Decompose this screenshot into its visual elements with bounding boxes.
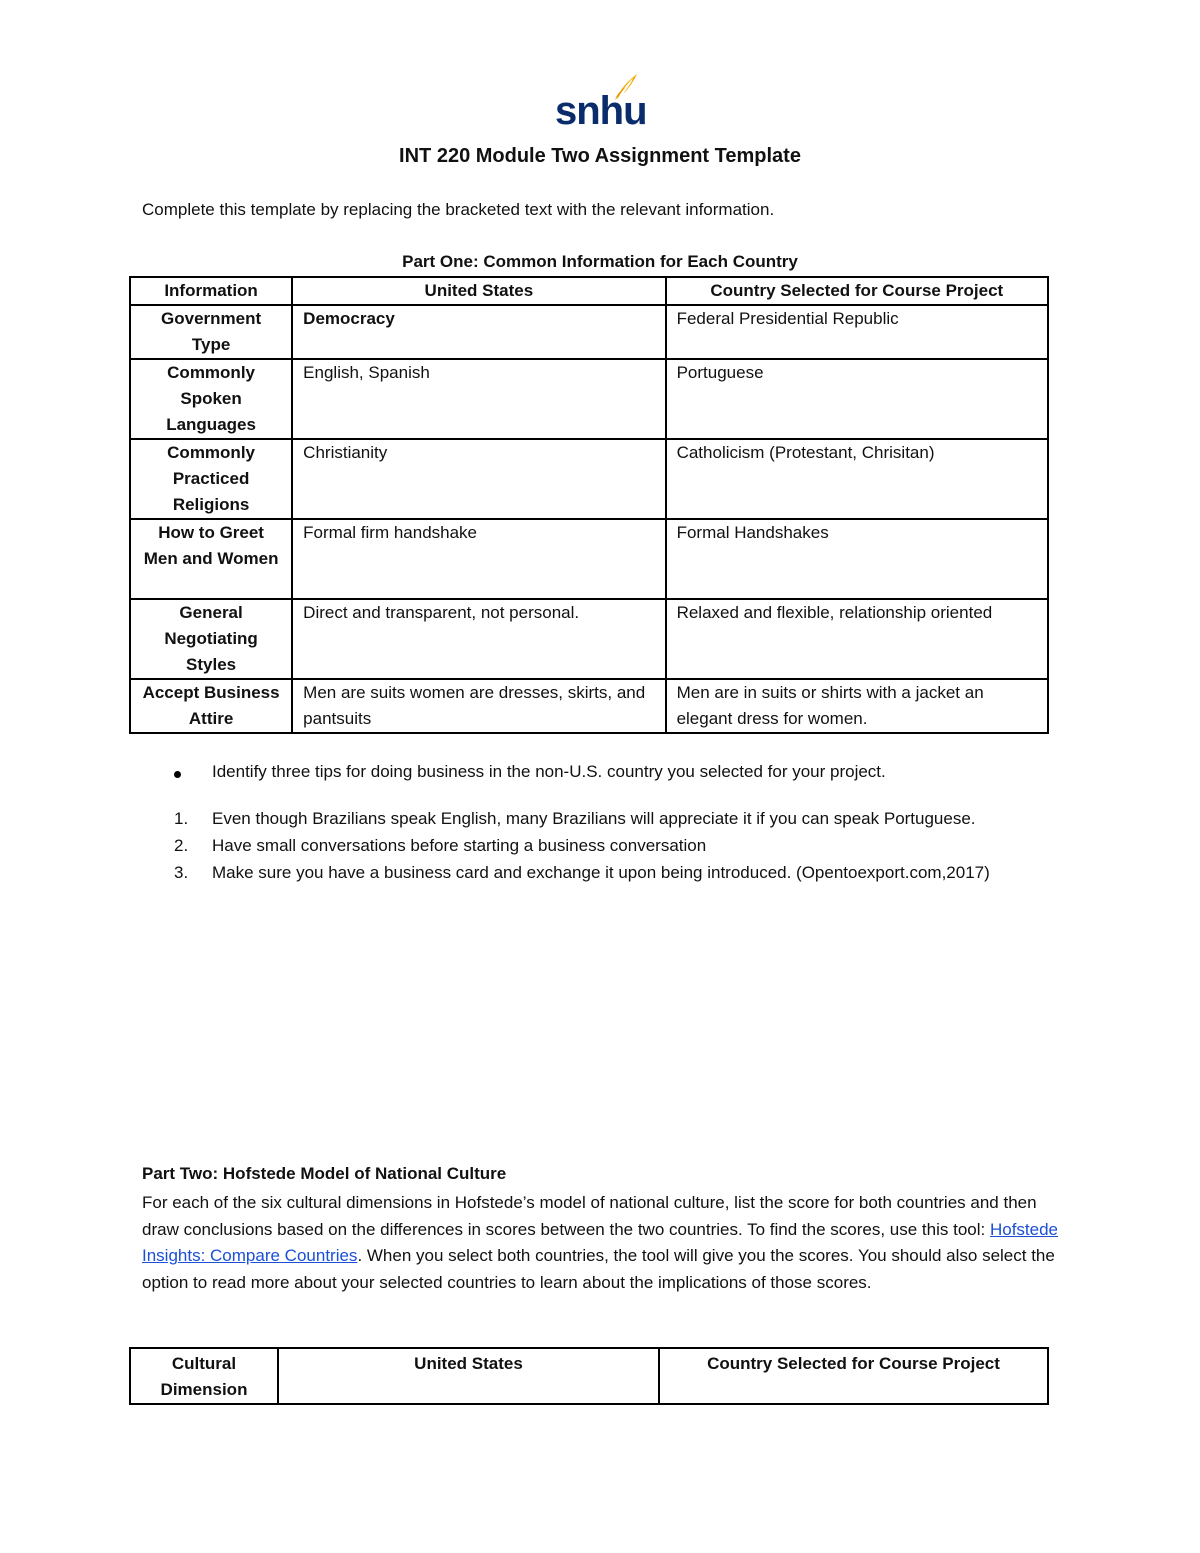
list-item [174, 859, 1014, 886]
selected-value: Portuguese [666, 359, 1048, 439]
header-selected-country: Country Selected for Course Project [659, 1348, 1048, 1404]
row-label: Government Type [130, 305, 292, 359]
us-value: Christianity [292, 439, 665, 519]
header-cultural-dimension: Cultural Dimension [130, 1348, 278, 1404]
selected-value: Formal Handshakes [666, 519, 1048, 599]
intro-text: Complete this template by replacing the bracketed text with the relevant information. [142, 200, 775, 219]
part-two-table [129, 1347, 1049, 1405]
list-number: 1. [174, 809, 189, 828]
bullet-text: Identify three tips for doing business in the non-U.S. country you selected for your project. [212, 762, 886, 781]
header-united-states: United States [278, 1348, 659, 1404]
selected-value: Men are in suits or shirts with a jacket an elegant dress for women. [666, 679, 1048, 733]
header-selected-country: Country Selected for Course Project [666, 277, 1048, 305]
list-item [174, 832, 1014, 859]
table-header-row [130, 277, 1048, 305]
table-row [130, 359, 1048, 439]
us-value: Men are suits women are dresses, skirts, and pantsuits [292, 679, 665, 733]
row-label: Commonly Practiced Religions [130, 439, 292, 519]
header-information: Information [130, 277, 292, 305]
list-text: Even though Brazilians speak English, many Brazilians will appreciate it if you can speak Portuguese. [212, 809, 976, 828]
selected-value: Catholicism (Protestant, Chrisitan) [666, 439, 1048, 519]
table-row [130, 439, 1048, 519]
table-header-row [130, 1348, 1048, 1404]
list-item [174, 805, 1014, 832]
table-row [130, 599, 1048, 679]
row-label: Commonly Spoken Languages [130, 359, 292, 439]
row-label: Accept Business Attire [130, 679, 292, 733]
selected-value: Relaxed and flexible, relationship oriented [666, 599, 1048, 679]
bullet-icon [174, 771, 181, 778]
page-title: INT 220 Module Two Assignment Template [399, 145, 801, 167]
hofstede-link[interactable]: Hofstede Insights: Compare Countries [142, 1219, 1059, 1265]
us-value: English, Spanish [292, 359, 665, 439]
list-text: Have small conversations before starting a business conversation [212, 836, 707, 855]
part-one-caption: Part One: Common Information for Each Country [402, 252, 798, 271]
part-two-body [142, 1190, 1062, 1296]
tips-list [174, 805, 1014, 886]
selected-value: Federal Presidential Republic [666, 305, 1048, 359]
list-text: Make sure you have a business card and exchange it upon being introduced. (Opentoexport.com,2017) [212, 863, 990, 882]
row-label: How to Greet Men and Women [130, 519, 292, 599]
part-one-table [129, 276, 1049, 734]
part-two-text-cont: . When you select both countries, the tool will give you the scores. You should also select the option to read more about your selected countries to learn about the implications of those scores. [142, 1246, 1055, 1292]
table-row [130, 305, 1048, 359]
us-value: Democracy [292, 305, 665, 359]
us-value: Formal firm handshake [292, 519, 665, 599]
part-two-text: For each of the six cultural dimensions in Hofstede’s model of national culture, list the score for both countries and then draw conclusions based on the differences in scores between the two countries. To find the scores, use this tool: [142, 1193, 1037, 1239]
part-two-heading: Part Two: Hofstede Model of National Culture [142, 1164, 507, 1183]
snhu-logo [555, 72, 645, 134]
logo-wordmark: snhu [555, 89, 647, 133]
table-row [130, 519, 1048, 599]
us-value: Direct and transparent, not personal. [292, 599, 665, 679]
header-united-states: United States [292, 277, 665, 305]
table-row [130, 679, 1048, 733]
list-number: 3. [174, 863, 189, 882]
list-number: 2. [174, 836, 189, 855]
row-label: General Negotiating Styles [130, 599, 292, 679]
